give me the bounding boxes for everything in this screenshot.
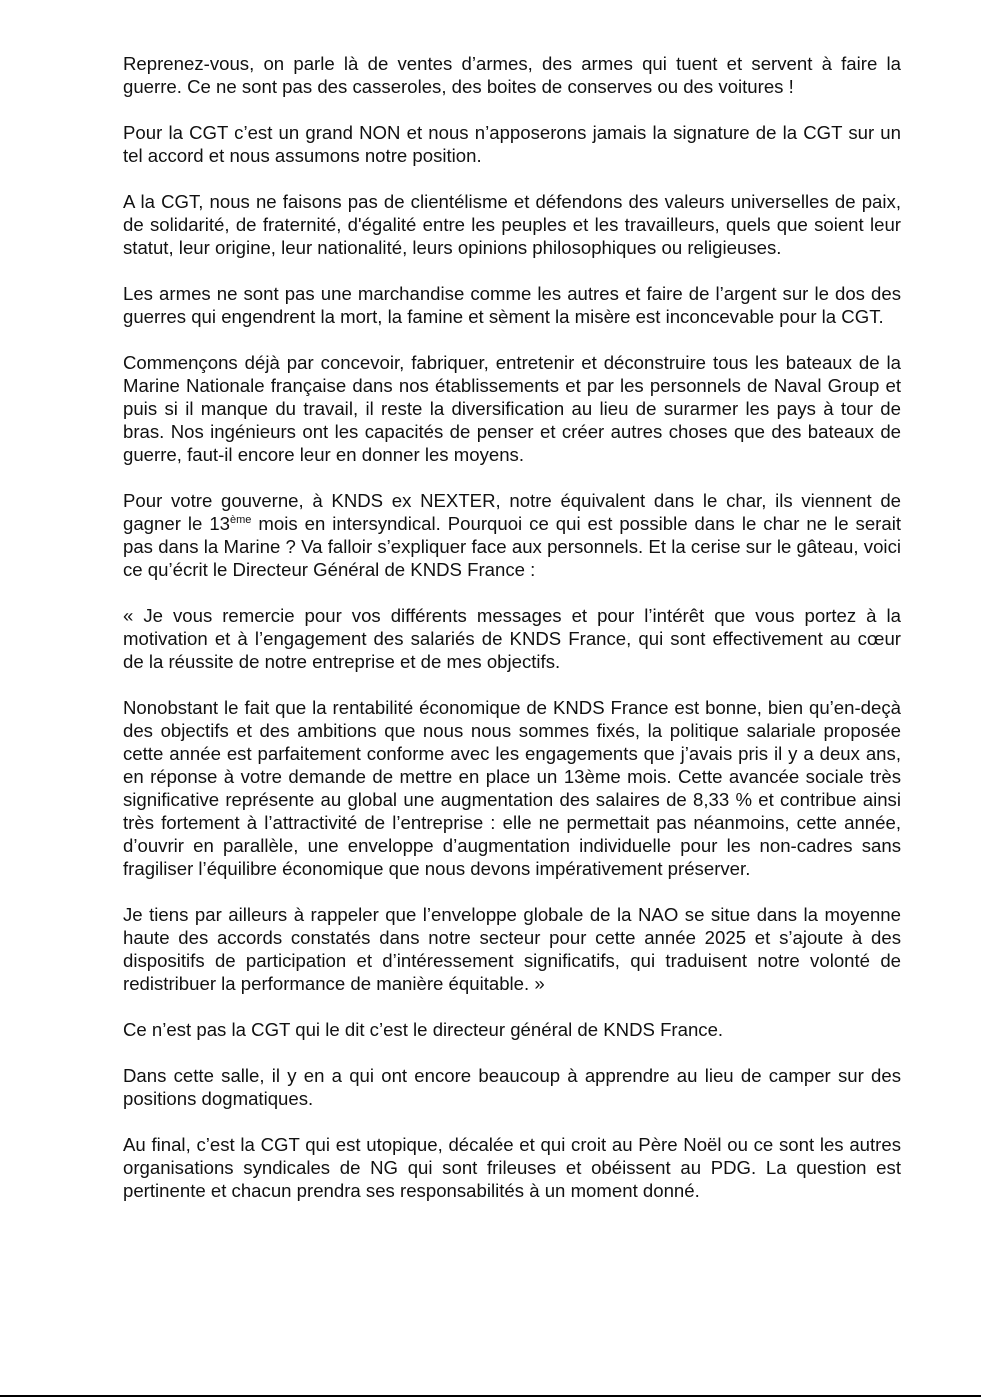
paragraph-knds-director-says: Ce n’est pas la CGT qui le dit c’est le directeur général de KNDS France. xyxy=(123,1019,724,1040)
paragraph-arms-sales: Reprenez-vous, on parle là de ventes d’armes, des armes qui tuent et servent à faire la guerre. Ce ne sont pas des casseroles, des boites de conserves ou des voitures ! xyxy=(123,53,901,97)
document-body xyxy=(123,52,901,1202)
quote-paragraph-nao-envelope: Je tiens par ailleurs à rappeler que l’enveloppe globale de la NAO se situe dans la moyenne haute des accords constatés dans notre secteur pour cette année 2025 et s’ajoute à des dispositifs de participation et d’intéressement significatifs, qui traduisent notre volonté de redistribuer la performance de manière équitable. » xyxy=(123,904,901,994)
paragraph-cgt-values: A la CGT, nous ne faisons pas de clientélisme et défendons des valeurs universelles de paix, de solidarité, de fraternité, d'égalité entre les peuples et les travailleurs, quels que soient leur statut, leur origine, leur nationalité, leurs opinions philosophiques ou religieuses. xyxy=(123,191,901,258)
knds-text-before: Pour votre gouverne, à KNDS ex NEXTER, notre équivalent dans le char, ils viennent de gagner le 13 xyxy=(123,490,901,534)
paragraph-arms-merchandise: Les armes ne sont pas une marchandise comme les autres et faire de l’argent sur le dos des guerres qui engendrent la mort, la famine et sèment la misère est inconcevable pour la CGT. xyxy=(123,283,901,327)
quote-paragraph-thanks: « Je vous remercie pour vos différents messages et pour l’intérêt que vous portez à la motivation et à l’engagement des salariés de KNDS France, qui sont effectivement au cœur de la réussite de notre entreprise et de mes objectifs. xyxy=(123,605,901,672)
knds-text-after: mois en intersyndical. Pourquoi ce qui est possible dans le char ne le serait pas dans la Marine ? Va falloir s’expliquer face aux personnels. Et la cerise sur le gâteau, voici ce qu’écrit le Directeur Général de KNDS France : xyxy=(123,513,901,580)
paragraph-knds-13th-month xyxy=(123,489,901,581)
knds-superscript: ème xyxy=(230,514,252,526)
paragraph-dogmatic-positions: Dans cette salle, il y en a qui ont encore beaucoup à apprendre au lieu de camper sur des positions dogmatiques. xyxy=(123,1065,901,1109)
paragraph-cgt-refusal: Pour la CGT c’est un grand NON et nous n’apposerons jamais la signature de la CGT sur un tel accord et nous assumons notre position. xyxy=(123,122,901,166)
paragraph-conclusion: Au final, c’est la CGT qui est utopique, décalée et qui croit au Père Noël ou ce sont les autres organisations syndicales de NG qui sont frileuses et obéissent au PDG. La question est pertinente et chacun prendra ses responsabilités à un moment donné. xyxy=(123,1134,901,1201)
quote-paragraph-salary-policy: Nonobstant le fait que la rentabilité économique de KNDS France est bonne, bien qu’en-deçà des objectifs et des ambitions que nous nous sommes fixés, la politique salariale proposée cette année est parfaitement conforme avec les engagements que j’avais pris il y a deux ans, en réponse à votre demande de mettre en place un 13ème mois. Cette avancée sociale très significative représente au global une augmentation des salaires de 8,33 % et contribue ainsi très fortement à l’attractivité de l’entreprise : elle ne permettait pas néanmoins, cette année, d’ouvrir en parallèle, une enveloppe d’augmentation individuelle pour les non-cadres sans fragiliser l’équilibre économique que nous devons impérativement préserver. xyxy=(123,697,901,879)
paragraph-marine-nationale: Commençons déjà par concevoir, fabriquer, entretenir et déconstruire tous les bateaux de la Marine Nationale française dans nos établissements et par les personnels de Naval Group et puis si il manque du travail, il reste la diversification au lieu de surarmer les pays à tour de bras. Nos ingénieurs ont les capacités de penser et créer autres choses que des bateaux de guerre, faut-il encore leur en donner les moyens. xyxy=(123,352,901,465)
page-bottom-border xyxy=(0,1395,981,1397)
